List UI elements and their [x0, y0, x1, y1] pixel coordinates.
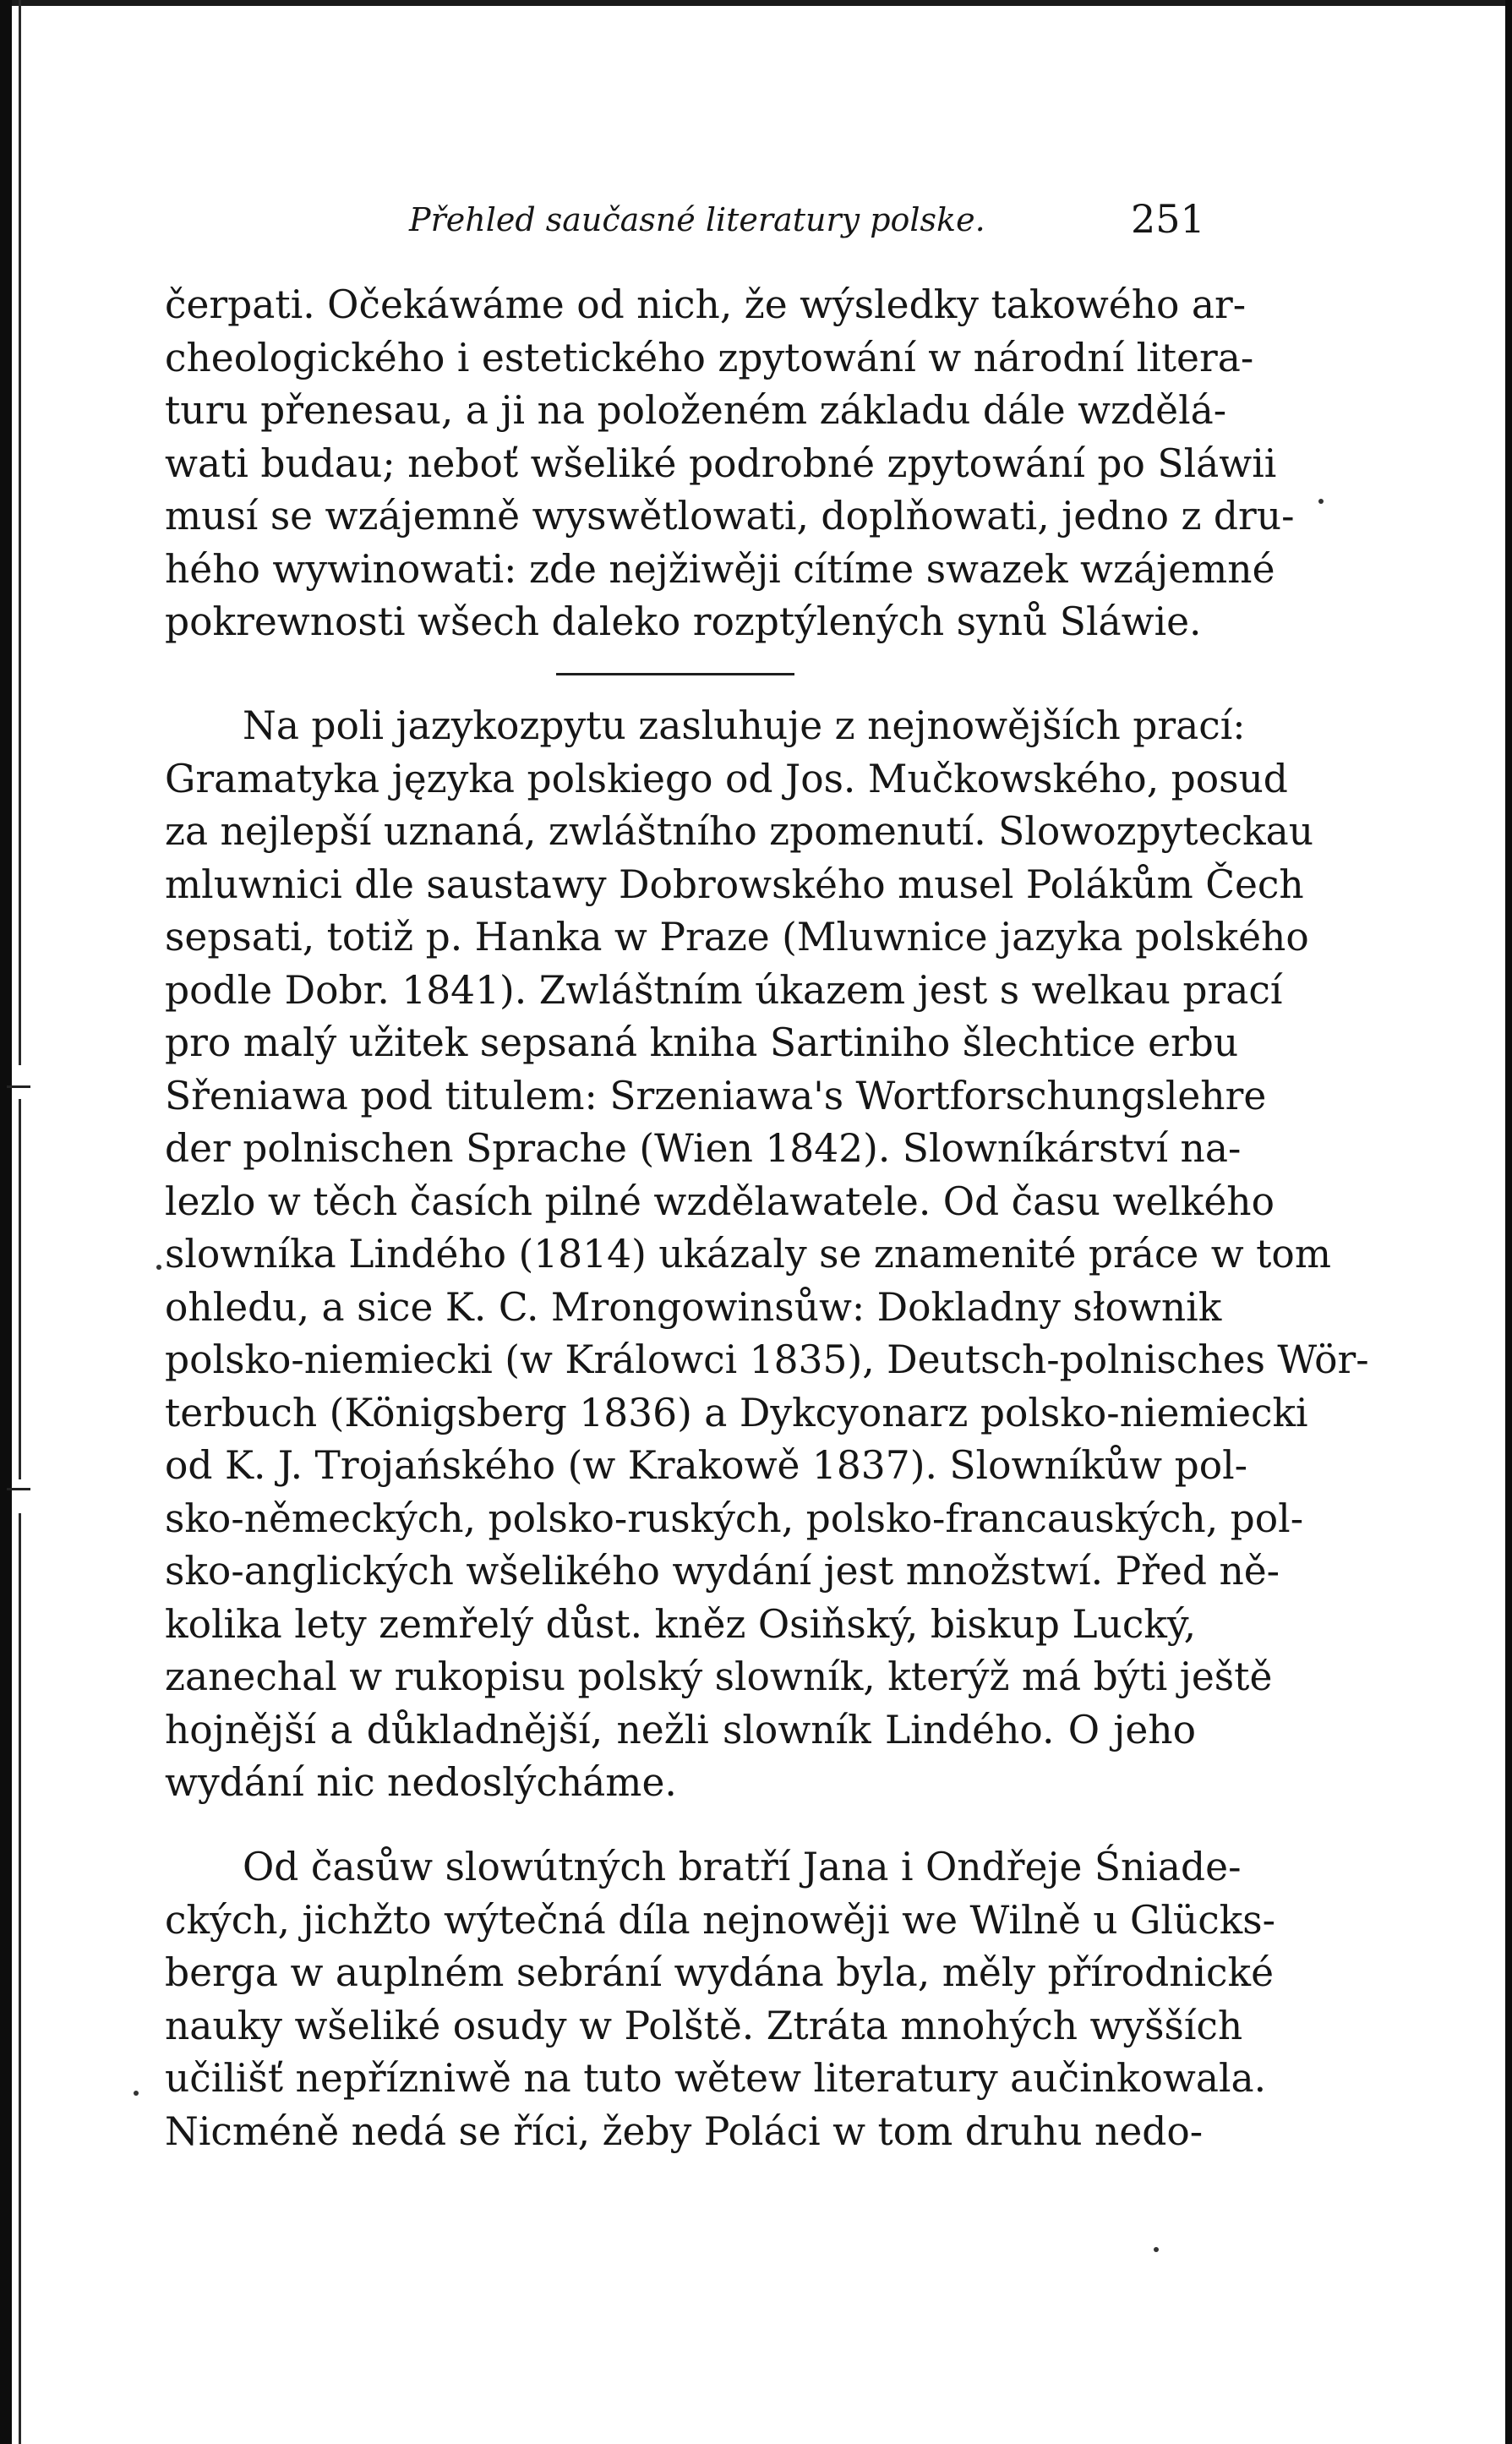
- text-line: wati budau; neboť wšeliké podrobné zpytowání po Sláwii: [165, 440, 1277, 486]
- text-line: cheologického i estetického zpytowání w národní litera-: [165, 335, 1254, 380]
- text-line: Od časůw slowútných bratří Jana i Ondřeje Śniade-: [243, 1845, 1242, 1889]
- text-line: slowníka Lindého (1814) ukázaly se znamenité práce w tom: [165, 1232, 1331, 1277]
- margin-tick-mark: [7, 1085, 30, 1088]
- text-line: wydání nic nedoslýcháme.: [165, 1760, 677, 1805]
- scan-speck: [156, 1265, 161, 1270]
- text-line: od K. J. Trojańského (w Krakowě 1837). Slowníkůw pol-: [165, 1443, 1248, 1488]
- text-line: podle Dobr. 1841). Zwláštním úkazem jest s welkau prací: [165, 967, 1283, 1013]
- paragraph-1: [165, 279, 1295, 649]
- text-line: sepsati, totiž p. Hanka w Praze (Mluwnice jazyka polského: [165, 915, 1309, 960]
- binding-spine-line: [19, 1099, 21, 1479]
- binding-spine-line: [19, 1513, 21, 2444]
- scan-speck: [1154, 2247, 1159, 2252]
- text-line: mluwnici dle saustawy Dobrowského musel Polákům Čech: [165, 861, 1304, 907]
- text-line: učilišť nepřízniwě na tuto wětew literatury aučinkowala.: [165, 2056, 1267, 2101]
- text-line: terbuch (Königsberg 1836) a Dykcyonarz polsko-niemiecki: [165, 1390, 1308, 1435]
- text-line: der polnischen Sprache (Wien 1842). Slowníkárství na-: [165, 1126, 1242, 1171]
- paragraph-3: [165, 1841, 1275, 2158]
- text-line: musí se wzájemně wyswětlowati, doplňowati, jedno z dru-: [165, 494, 1295, 539]
- text-line: ohledu, a sice K. C. Mrongowinsůw: Dokladny słownik: [165, 1284, 1222, 1330]
- text-line: hojnější a důkladnější, nežli slowník Lindého. O jeho: [165, 1707, 1196, 1752]
- text-line: lezlo w těch časích pilné wzdělawatele. Od času welkého: [165, 1178, 1275, 1224]
- text-line: za nejlepší uznaná, zwláštního zpomenutí. Slowozpyteckau: [165, 809, 1314, 854]
- text-line: zanechal w rukopisu polský slowník, kterýž má býti ještě: [165, 1654, 1273, 1699]
- text-line: sko-německých, polsko-ruských, polsko-francauských, pol-: [165, 1495, 1304, 1541]
- text-line: berga w auplném sebrání wydána byla, měly přírodnické: [165, 1950, 1275, 1995]
- text-line: Nicméně nedá se říci, žeby Poláci w tom druhu nedo-: [165, 2108, 1204, 2154]
- text-line: Na poli jazykozpytu zasluhuje z nejnowějších prací:: [243, 703, 1246, 748]
- text-line: ckých, jichžto wýtečná díla nejnowěji we Wilně u Glücks-: [165, 1897, 1275, 1943]
- section-divider: [556, 673, 794, 675]
- scan-speck: [134, 2091, 139, 2096]
- text-line: nauky wšeliké osudy w Polště. Ztráta mnohých wyšších: [165, 2003, 1243, 2048]
- paragraph-2: [165, 700, 1369, 1810]
- scan-top-edge: [0, 0, 1512, 6]
- scan-left-edge: [0, 0, 12, 2444]
- running-title: Přehled saučasné literatury polske.: [409, 201, 985, 238]
- scan-speck: [1318, 499, 1324, 504]
- text-line: Gramatyka języka polskiego od Jos. Mučkowského, posud: [165, 756, 1288, 801]
- text-line: hého wywinowati: zde nejžiwěji cítíme swazek wzájemné: [165, 546, 1275, 592]
- text-line: kolika lety zemřelý důst. kněz Osiňský, biskup Lucký,: [165, 1601, 1197, 1647]
- text-line: turu přenesau, a ji na položeném základu dále wzdělá-: [165, 388, 1227, 433]
- text-line: sko-anglických wšelikého wydání jest množstwí. Před ně-: [165, 1549, 1280, 1594]
- scan-right-edge: [1505, 0, 1512, 2444]
- running-head: [0, 196, 1512, 247]
- text-line: pro malý užitek sepsaná kniha Sartiniho šlechtice erbu: [165, 1020, 1239, 1065]
- text-line: polsko-niemiecki (w Králowci 1835), Deutsch-polnisches Wör-: [165, 1337, 1369, 1382]
- text-line: pokrewnosti wšech daleko rozptýlených synů Sláwie.: [165, 599, 1202, 644]
- margin-tick-mark: [7, 1488, 30, 1490]
- text-line: čerpati. Očekáwáme od nich, že wýsledky takowého ar-: [165, 282, 1247, 327]
- page-number: 251: [1131, 196, 1205, 242]
- binding-spine-line: [19, 0, 21, 1065]
- text-line: Sřeniawa pod titulem: Srzeniawa's Wortforschungslehre: [165, 1073, 1267, 1118]
